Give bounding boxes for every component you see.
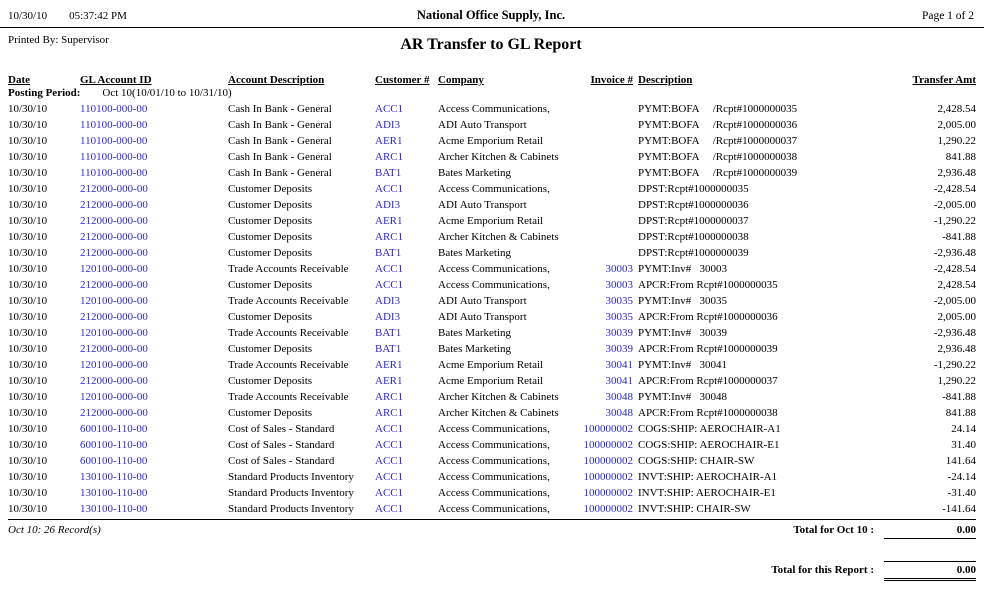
table-row <box>8 133 976 149</box>
transfer-amount-cell: -2,936.48 <box>933 247 976 259</box>
date-cell: 10/30/10 <box>8 247 48 259</box>
customer-link[interactable]: ACC1 <box>375 183 404 195</box>
account-description-cell: Trade Accounts Receivable <box>228 295 349 307</box>
account-description-cell: Customer Deposits <box>228 375 313 387</box>
invoice-link[interactable]: 30003 <box>605 263 633 275</box>
table-row <box>8 213 976 229</box>
transfer-amount-cell: 1,290.22 <box>937 375 976 387</box>
report-header-row-2 <box>0 28 984 54</box>
gl-account-link[interactable]: 212000-000-00 <box>80 215 148 227</box>
account-description-cell: Customer Deposits <box>228 215 313 227</box>
transfer-amount-cell: -2,428.54 <box>933 183 976 195</box>
customer-link[interactable]: ADI3 <box>375 119 401 131</box>
customer-link[interactable]: AER1 <box>375 215 403 227</box>
description-cell: APCR:From Rcpt#1000000039 <box>638 343 778 355</box>
account-description-cell: Cost of Sales - Standard <box>228 423 335 435</box>
company-cell: Acme Emporium Retail <box>438 135 544 147</box>
date-cell: 10/30/10 <box>8 423 48 435</box>
invoice-link <box>583 165 638 181</box>
transfer-amount-cell: 2,936.48 <box>937 343 976 355</box>
report-table <box>8 70 976 517</box>
date-cell: 10/30/10 <box>8 327 48 339</box>
transfer-amount-cell: -24.14 <box>947 471 976 483</box>
customer-link[interactable]: ACC1 <box>375 503 404 515</box>
invoice-link[interactable]: 100000002 <box>583 423 633 435</box>
customer-link[interactable]: AER1 <box>375 135 403 147</box>
customer-link[interactable]: AER1 <box>375 359 403 371</box>
transfer-amount-cell: -1,290.22 <box>933 359 976 371</box>
description-cell: PYMT:BOFA /Rcpt#1000000037 <box>638 135 798 147</box>
date-cell: 10/30/10 <box>8 311 48 323</box>
invoice-link[interactable]: 30039 <box>605 327 633 339</box>
table-row <box>8 181 976 197</box>
date-cell: 10/30/10 <box>8 279 48 291</box>
description-cell: COGS:SHIP: CHAIR-SW <box>638 455 755 467</box>
company-name: National Office Supply, Inc. <box>416 8 566 22</box>
printed-by: Printed By: Supervisor <box>8 34 109 46</box>
report-rows <box>8 101 976 517</box>
company-cell: Archer Kitchen & Cabinets <box>438 407 559 419</box>
customer-link[interactable]: ADI3 <box>375 199 401 211</box>
company-cell: ADI Auto Transport <box>438 295 527 307</box>
gl-account-link[interactable]: 130100-110-00 <box>80 503 148 515</box>
table-row <box>8 357 976 373</box>
customer-link[interactable]: ARC1 <box>375 231 404 243</box>
account-description-cell: Customer Deposits <box>228 199 313 211</box>
invoice-link[interactable]: 30048 <box>605 407 633 419</box>
invoice-link <box>583 213 638 229</box>
company-cell: ADI Auto Transport <box>438 199 527 211</box>
gl-account-link[interactable]: 110100-000-00 <box>80 151 148 163</box>
company-cell: Access Communications, <box>438 455 550 467</box>
gl-account-link[interactable]: 120100-000-00 <box>80 327 148 339</box>
description-cell: DPST:Rcpt#1000000038 <box>638 231 749 243</box>
invoice-link[interactable]: 30048 <box>605 391 633 403</box>
transfer-amount-cell: 2,005.00 <box>937 119 976 131</box>
date-cell: 10/30/10 <box>8 183 48 195</box>
company-cell: ADI Auto Transport <box>438 311 527 323</box>
invoice-link[interactable]: 30003 <box>605 279 633 291</box>
date-cell: 10/30/10 <box>8 151 48 163</box>
table-row <box>8 437 976 453</box>
invoice-link[interactable]: 30035 <box>605 295 633 307</box>
account-description-cell: Standard Products Inventory <box>228 487 354 499</box>
gl-account-link[interactable]: 120100-000-00 <box>80 295 148 307</box>
gl-account-link[interactable]: 120100-000-00 <box>80 359 148 371</box>
report-date: 10/30/10 <box>8 10 48 22</box>
account-description-cell: Customer Deposits <box>228 311 313 323</box>
invoice-link <box>583 133 638 149</box>
customer-link[interactable]: AER1 <box>375 375 403 387</box>
invoice-link[interactable]: 100000002 <box>583 439 633 451</box>
total-oct-amount: 0.00 <box>884 524 976 539</box>
transfer-amount-cell: 841.88 <box>945 151 976 163</box>
description-cell: DPST:Rcpt#1000000037 <box>638 215 749 227</box>
table-row <box>8 309 976 325</box>
date-cell: 10/30/10 <box>8 199 48 211</box>
account-description-cell: Cash In Bank - General <box>228 103 332 115</box>
gl-account-link[interactable]: 600100-110-00 <box>80 423 148 435</box>
date-cell: 10/30/10 <box>8 119 48 131</box>
description-cell: PYMT:Inv# 30048 <box>638 391 727 403</box>
col-header-company: Company <box>438 74 484 86</box>
description-cell: DPST:Rcpt#1000000035 <box>638 183 749 195</box>
company-cell: Archer Kitchen & Cabinets <box>438 231 559 243</box>
page-number: Page 1 of 2 <box>921 10 975 22</box>
report-title: AR Transfer to GL Report <box>400 36 582 53</box>
description-cell: APCR:From Rcpt#1000000035 <box>638 279 778 291</box>
transfer-amount-cell: -2,428.54 <box>933 263 976 275</box>
customer-link[interactable]: ADI3 <box>375 311 401 323</box>
description-cell: INVT:SHIP: AEROCHAIR-A1 <box>638 471 778 483</box>
company-cell: Acme Emporium Retail <box>438 359 544 371</box>
table-row <box>8 197 976 213</box>
date-cell: 10/30/10 <box>8 471 48 483</box>
date-cell: 10/30/10 <box>8 375 48 387</box>
date-cell: 10/30/10 <box>8 487 48 499</box>
invoice-link <box>583 229 638 245</box>
posting-period-value: Oct 10(10/01/10 to 10/31/10) <box>102 87 232 99</box>
customer-link[interactable]: ADI3 <box>375 295 401 307</box>
description-cell: PYMT:BOFA /Rcpt#1000000036 <box>638 119 798 131</box>
transfer-amount-cell: -841.88 <box>942 391 976 403</box>
report-total-row <box>0 561 984 581</box>
customer-link[interactable]: BAT1 <box>375 343 402 355</box>
company-cell: Access Communications, <box>438 423 550 435</box>
account-description-cell: Standard Products Inventory <box>228 471 354 483</box>
col-header-customer: Customer # <box>375 74 430 86</box>
company-cell: Access Communications, <box>438 471 550 483</box>
description-cell: PYMT:Inv# 30035 <box>638 295 727 307</box>
account-description-cell: Standard Products Inventory <box>228 503 354 515</box>
posting-period-row <box>8 86 976 101</box>
gl-account-link[interactable]: 110100-000-00 <box>80 167 148 179</box>
company-cell: Bates Marketing <box>438 327 512 339</box>
table-row <box>8 389 976 405</box>
company-cell: ADI Auto Transport <box>438 119 527 131</box>
invoice-link[interactable]: 30041 <box>605 359 633 371</box>
date-cell: 10/30/10 <box>8 103 48 115</box>
transfer-amount-cell: -2,936.48 <box>933 327 976 339</box>
date-cell: 10/30/10 <box>8 359 48 371</box>
description-cell: DPST:Rcpt#1000000036 <box>638 199 749 211</box>
account-description-cell: Trade Accounts Receivable <box>228 359 349 371</box>
company-cell: Acme Emporium Retail <box>438 215 544 227</box>
table-row <box>8 149 976 165</box>
date-cell: 10/30/10 <box>8 455 48 467</box>
report-total-label: Total for this Report : <box>771 564 874 576</box>
company-cell: Access Communications, <box>438 279 550 291</box>
table-row <box>8 341 976 357</box>
table-row <box>8 229 976 245</box>
transfer-amount-cell: 2,428.54 <box>937 103 976 115</box>
description-cell: DPST:Rcpt#1000000039 <box>638 247 749 259</box>
table-row <box>8 261 976 277</box>
company-cell: Access Communications, <box>438 503 550 515</box>
description-cell: INVT:SHIP: AEROCHAIR-E1 <box>638 487 776 499</box>
description-cell: APCR:From Rcpt#1000000037 <box>638 375 778 387</box>
table-row <box>8 325 976 341</box>
customer-link[interactable]: ACC1 <box>375 487 404 499</box>
invoice-link <box>583 117 638 133</box>
customer-link[interactable]: ACC1 <box>375 439 404 451</box>
description-cell: COGS:SHIP: AEROCHAIR-E1 <box>638 439 780 451</box>
gl-account-link[interactable]: 212000-000-00 <box>80 183 148 195</box>
company-cell: Access Communications, <box>438 103 550 115</box>
date-cell: 10/30/10 <box>8 167 48 179</box>
customer-link[interactable]: BAT1 <box>375 327 402 339</box>
invoice-link[interactable]: 30041 <box>605 375 633 387</box>
table-row <box>8 405 976 421</box>
gl-account-link[interactable]: 120100-000-00 <box>80 391 148 403</box>
gl-account-link[interactable]: 120100-000-00 <box>80 263 148 275</box>
table-row <box>8 453 976 469</box>
company-cell: Acme Emporium Retail <box>438 375 544 387</box>
gl-account-link[interactable]: 212000-000-00 <box>80 375 148 387</box>
col-header-description: Description <box>638 74 693 86</box>
company-cell: Bates Marketing <box>438 247 512 259</box>
table-row <box>8 501 976 517</box>
table-row <box>8 117 976 133</box>
customer-link[interactable]: ARC1 <box>375 151 404 163</box>
date-cell: 10/30/10 <box>8 343 48 355</box>
company-cell: Bates Marketing <box>438 167 512 179</box>
customer-link[interactable]: ARC1 <box>375 391 404 403</box>
invoice-link[interactable]: 30039 <box>605 343 633 355</box>
company-cell: Access Communications, <box>438 263 550 275</box>
report-time: 05:37:42 PM <box>69 10 127 22</box>
transfer-amount-cell: 2,936.48 <box>937 167 976 179</box>
company-cell: Archer Kitchen & Cabinets <box>438 391 559 403</box>
table-row <box>8 245 976 261</box>
company-cell: Access Communications, <box>438 439 550 451</box>
invoice-link <box>583 197 638 213</box>
invoice-link <box>583 245 638 261</box>
company-cell: Access Communications, <box>438 487 550 499</box>
table-row <box>8 277 976 293</box>
transfer-amount-cell: -2,005.00 <box>933 199 976 211</box>
date-cell: 10/30/10 <box>8 407 48 419</box>
col-header-invoice: Invoice # <box>590 74 633 86</box>
col-header-transfer-amt: Transfer Amt <box>912 74 976 86</box>
transfer-amount-cell: 141.64 <box>945 455 976 467</box>
account-description-cell: Cash In Bank - General <box>228 135 332 147</box>
invoice-link[interactable]: 100000002 <box>583 503 633 515</box>
gl-account-link[interactable]: 212000-000-00 <box>80 343 148 355</box>
col-header-date: Date <box>8 74 30 86</box>
description-cell: PYMT:Inv# 30039 <box>638 327 727 339</box>
invoice-link <box>583 101 638 117</box>
account-description-cell: Cash In Bank - General <box>228 167 332 179</box>
col-header-account-description: Account Description <box>228 74 325 86</box>
description-cell: INVT:SHIP: CHAIR-SW <box>638 503 751 515</box>
transfer-amount-cell: 2,428.54 <box>937 279 976 291</box>
account-description-cell: Customer Deposits <box>228 279 313 291</box>
total-oct-label: Total for Oct 10 : <box>793 524 874 536</box>
account-description-cell: Customer Deposits <box>228 343 313 355</box>
account-description-cell: Customer Deposits <box>228 183 313 195</box>
gl-account-link[interactable]: 130100-110-00 <box>80 471 148 483</box>
col-header-gl-account-id: GL Account ID <box>80 74 152 86</box>
date-cell: 10/30/10 <box>8 503 48 515</box>
description-cell: PYMT:Inv# 30003 <box>638 263 727 275</box>
transfer-amount-cell: 24.14 <box>951 423 976 435</box>
table-row <box>8 373 976 389</box>
date-cell: 10/30/10 <box>8 263 48 275</box>
description-cell: PYMT:BOFA /Rcpt#1000000039 <box>638 167 798 179</box>
description-cell: APCR:From Rcpt#1000000038 <box>638 407 778 419</box>
date-cell: 10/30/10 <box>8 439 48 451</box>
transfer-amount-cell: -2,005.00 <box>933 295 976 307</box>
date-cell: 10/30/10 <box>8 295 48 307</box>
customer-link[interactable]: ACC1 <box>375 103 404 115</box>
account-description-cell: Cash In Bank - General <box>228 151 332 163</box>
gl-account-link[interactable]: 212000-000-00 <box>80 279 148 291</box>
customer-link[interactable]: ACC1 <box>375 423 404 435</box>
gl-account-link[interactable]: 130100-110-00 <box>80 487 148 499</box>
period-total-row <box>0 520 984 539</box>
report-total-amount: 0.00 <box>884 561 976 581</box>
table-row <box>8 421 976 437</box>
transfer-amount-cell: -141.64 <box>942 503 976 515</box>
column-header-row <box>8 70 976 86</box>
transfer-amount-cell: -31.40 <box>947 487 976 499</box>
account-description-cell: Customer Deposits <box>228 247 313 259</box>
transfer-amount-cell: 1,290.22 <box>937 135 976 147</box>
date-cell: 10/30/10 <box>8 215 48 227</box>
description-cell: PYMT:BOFA /Rcpt#1000000035 <box>638 103 798 115</box>
transfer-amount-cell: 2,005.00 <box>937 311 976 323</box>
table-row <box>8 469 976 485</box>
description-cell: PYMT:BOFA /Rcpt#1000000038 <box>638 151 798 163</box>
gl-account-link[interactable]: 600100-110-00 <box>80 439 148 451</box>
customer-link[interactable]: ACC1 <box>375 455 404 467</box>
account-description-cell: Trade Accounts Receivable <box>228 391 349 403</box>
customer-link[interactable]: ACC1 <box>375 263 404 275</box>
gl-account-link[interactable]: 110100-000-00 <box>80 103 148 115</box>
gl-account-link[interactable]: 212000-000-00 <box>80 247 148 259</box>
report-header-row-1 <box>0 0 984 26</box>
company-cell: Access Communications, <box>438 183 550 195</box>
transfer-amount-cell: -841.88 <box>942 231 976 243</box>
transfer-amount-cell: 841.88 <box>945 407 976 419</box>
table-row <box>8 293 976 309</box>
description-cell: PYMT:Inv# 30041 <box>638 359 727 371</box>
gl-account-link[interactable]: 110100-000-00 <box>80 135 148 147</box>
gl-account-link[interactable]: 212000-000-00 <box>80 231 148 243</box>
table-row <box>8 165 976 181</box>
account-description-cell: Cash In Bank - General <box>228 119 332 131</box>
customer-link[interactable]: ACC1 <box>375 279 404 291</box>
company-cell: Bates Marketing <box>438 343 512 355</box>
customer-link[interactable]: ARC1 <box>375 407 404 419</box>
table-row <box>8 101 976 117</box>
transfer-amount-cell: 31.40 <box>951 439 976 451</box>
invoice-link[interactable]: 30035 <box>605 311 633 323</box>
table-row <box>8 485 976 501</box>
gl-account-link[interactable]: 110100-000-00 <box>80 119 148 131</box>
account-description-cell: Cost of Sales - Standard <box>228 455 335 467</box>
account-description-cell: Customer Deposits <box>228 231 313 243</box>
customer-link[interactable]: ACC1 <box>375 471 404 483</box>
customer-link[interactable]: BAT1 <box>375 167 402 179</box>
gl-account-link[interactable]: 212000-000-00 <box>80 199 148 211</box>
gl-account-link[interactable]: 212000-000-00 <box>80 311 148 323</box>
customer-link[interactable]: BAT1 <box>375 247 402 259</box>
invoice-link <box>583 149 638 165</box>
gl-account-link[interactable]: 600100-110-00 <box>80 455 148 467</box>
transfer-amount-cell: -1,290.22 <box>933 215 976 227</box>
date-cell: 10/30/10 <box>8 135 48 147</box>
account-description-cell: Trade Accounts Receivable <box>228 327 349 339</box>
record-count: Oct 10: 26 Record(s) <box>8 524 101 536</box>
date-cell: 10/30/10 <box>8 231 48 243</box>
account-description-cell: Cost of Sales - Standard <box>228 439 335 451</box>
description-cell: APCR:From Rcpt#1000000036 <box>638 311 778 323</box>
account-description-cell: Trade Accounts Receivable <box>228 263 349 275</box>
gl-account-link[interactable]: 212000-000-00 <box>80 407 148 419</box>
posting-period-label: Posting Period: <box>8 87 81 99</box>
date-cell: 10/30/10 <box>8 391 48 403</box>
invoice-link[interactable]: 100000002 <box>583 471 633 483</box>
company-cell: Archer Kitchen & Cabinets <box>438 151 559 163</box>
invoice-link[interactable]: 100000002 <box>583 487 633 499</box>
invoice-link <box>583 181 638 197</box>
account-description-cell: Customer Deposits <box>228 407 313 419</box>
invoice-link[interactable]: 100000002 <box>583 455 633 467</box>
description-cell: COGS:SHIP: AEROCHAIR-A1 <box>638 423 781 435</box>
